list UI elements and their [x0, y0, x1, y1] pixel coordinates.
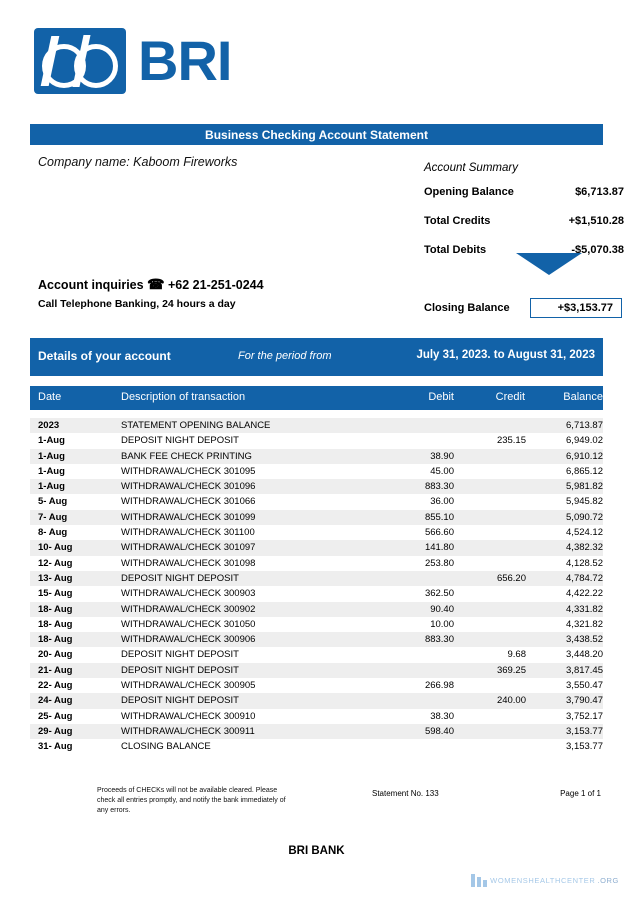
- column-header-balance: Balance: [563, 391, 603, 403]
- cell-credit: 235.15: [496, 435, 526, 447]
- cell-balance: 6,865.12: [566, 465, 603, 477]
- account-inquiries-phone: +62 21-251-0244: [168, 278, 264, 292]
- cell-balance: 3,550.47: [566, 680, 603, 692]
- table-row: [30, 678, 603, 693]
- cell-date: 7- Aug: [38, 511, 68, 523]
- cell-description: WITHDRAWAL/CHECK 301099: [121, 511, 256, 523]
- table-row: [30, 586, 603, 601]
- bri-logo-mark: [34, 28, 126, 94]
- cell-date: 21- Aug: [38, 664, 73, 676]
- cell-description: CLOSING BALANCE: [121, 741, 211, 753]
- cell-balance: 3,448.20: [566, 649, 603, 661]
- cell-description: DEPOSIT NIGHT DEPOSIT: [121, 695, 239, 707]
- cell-balance: 6,910.12: [566, 450, 603, 462]
- cell-description: DEPOSIT NIGHT DEPOSIT: [121, 435, 239, 447]
- telephone-banking-note: Call Telephone Banking, 24 hours a day: [38, 298, 236, 310]
- cell-balance: 4,784.72: [566, 572, 603, 584]
- cell-date: 10- Aug: [38, 542, 73, 554]
- cell-balance: 4,524.12: [566, 527, 603, 539]
- cell-description: WITHDRAWAL/CHECK 300905: [121, 680, 256, 692]
- bri-logo-text: BRI: [138, 29, 232, 92]
- account-inquiries: [38, 276, 264, 293]
- summary-label: Total Credits: [424, 215, 491, 227]
- watermark-logo-icon: [471, 874, 487, 887]
- table-row: [30, 632, 603, 647]
- cell-debit: 883.30: [424, 481, 454, 493]
- cell-description: WITHDRAWAL/CHECK 301100: [121, 527, 255, 539]
- cell-date: 1-Aug: [38, 465, 65, 477]
- details-header-band: [30, 338, 603, 376]
- transactions-column-headers: [30, 386, 603, 410]
- cell-description: WITHDRAWAL/CHECK 300903: [121, 588, 256, 600]
- cell-description: BANK FEE CHECK PRINTING: [121, 450, 252, 462]
- cell-date: 1-Aug: [38, 481, 65, 493]
- bri-logo: [34, 28, 231, 94]
- cell-debit: 38.30: [430, 710, 454, 722]
- cell-balance: 3,438.52: [566, 634, 603, 646]
- cell-debit: 45.00: [430, 465, 454, 477]
- transactions-table: [30, 418, 603, 755]
- table-row: [30, 663, 603, 678]
- summary-label: Opening Balance: [424, 186, 514, 198]
- cell-date: 5- Aug: [38, 496, 68, 508]
- table-row: [30, 556, 603, 571]
- cell-balance: 3,790.47: [566, 695, 603, 707]
- table-row: [30, 540, 603, 555]
- table-row: [30, 724, 603, 739]
- table-row: [30, 418, 603, 433]
- cell-description: WITHDRAWAL/CHECK 300910: [121, 710, 256, 722]
- cell-credit: 656.20: [496, 572, 526, 584]
- cell-description: WITHDRAWAL/CHECK 301095: [121, 465, 256, 477]
- cell-balance: 3,153.77: [566, 741, 603, 753]
- account-summary-title: Account Summary: [424, 162, 518, 174]
- closing-balance-value: +$3,153.77: [530, 298, 622, 318]
- cell-balance: 4,128.52: [566, 557, 603, 569]
- cell-balance: 4,321.82: [566, 618, 603, 630]
- cell-description: WITHDRAWAL/CHECK 300911: [121, 725, 255, 737]
- cell-balance: 6,713.87: [566, 420, 603, 431]
- table-row: [30, 479, 603, 494]
- table-row: [30, 494, 603, 509]
- cell-balance: 5,945.82: [566, 496, 603, 508]
- cell-balance: 3,817.45: [566, 664, 603, 676]
- summary-value: -$5,070.38: [571, 244, 624, 256]
- table-row: [30, 709, 603, 724]
- footer-disclaimer: Proceeds of CHECKs will not be available cleared. Please check all entries promptly, and notify the bank immediately of any errors.: [97, 787, 286, 815]
- cell-description: DEPOSIT NIGHT DEPOSIT: [121, 572, 239, 584]
- cell-description: DEPOSIT NIGHT DEPOSIT: [121, 664, 239, 676]
- table-row: [30, 617, 603, 632]
- column-header-description: Description of transaction: [121, 391, 246, 403]
- cell-description: WITHDRAWAL/CHECK 301066: [121, 496, 256, 508]
- cell-debit: 90.40: [430, 603, 454, 615]
- cell-date: 2023: [38, 420, 60, 431]
- cell-date: 18- Aug: [38, 618, 73, 630]
- cell-description: WITHDRAWAL/CHECK 301096: [121, 481, 256, 493]
- cell-credit: 9.68: [507, 649, 526, 661]
- cell-date: 31- Aug: [38, 741, 73, 753]
- cell-debit: 36.00: [430, 496, 454, 508]
- cell-debit: 266.98: [424, 680, 454, 692]
- column-header-credit: Credit: [495, 391, 525, 403]
- cell-date: 15- Aug: [38, 588, 73, 600]
- cell-balance: 4,382.32: [566, 542, 603, 554]
- statement-title: Business Checking Account Statement: [205, 127, 428, 142]
- page-number: Page 1 of 1: [560, 789, 601, 798]
- cell-debit: 362.50: [424, 588, 454, 600]
- cell-date: 29- Aug: [38, 725, 73, 737]
- cell-date: 20- Aug: [38, 649, 73, 661]
- table-row: [30, 602, 603, 617]
- account-inquiries-label: Account inquiries: [38, 278, 144, 292]
- table-row: [30, 647, 603, 662]
- cell-balance: 3,153.77: [566, 725, 603, 737]
- cell-balance: 6,949.02: [566, 435, 603, 447]
- watermark-suffix: .ORG: [597, 876, 619, 885]
- watermark-text: WOMENSHEALTHCENTER: [490, 876, 596, 885]
- bank-name: BRI BANK: [288, 845, 345, 857]
- cell-debit: 883.30: [424, 634, 454, 646]
- cell-debit: 141.80: [424, 542, 454, 554]
- cell-description: STATEMENT OPENING BALANCE: [121, 420, 271, 431]
- cell-debit: 598.40: [424, 725, 454, 737]
- cell-date: 18- Aug: [38, 634, 73, 646]
- summary-value: $6,713.87: [575, 186, 624, 198]
- details-period-label: For the period from: [238, 350, 332, 362]
- cell-debit: 566.60: [424, 527, 454, 539]
- column-header-debit: Debit: [428, 391, 454, 403]
- summary-value: +$1,510.28: [568, 215, 624, 227]
- table-row: [30, 693, 603, 708]
- company-name: Company name: Kaboom Fireworks: [38, 155, 238, 169]
- table-row: [30, 571, 603, 586]
- down-arrow-icon: [516, 253, 582, 275]
- cell-balance: 3,752.17: [566, 710, 603, 722]
- cell-description: WITHDRAWAL/CHECK 301050: [121, 618, 256, 630]
- cell-date: 13- Aug: [38, 572, 73, 584]
- cell-debit: 253.80: [424, 557, 454, 569]
- summary-row-total-credits: [424, 215, 624, 227]
- cell-date: 1-Aug: [38, 450, 65, 462]
- column-header-date: Date: [38, 391, 62, 403]
- cell-date: 8- Aug: [38, 527, 68, 539]
- table-row: [30, 510, 603, 525]
- cell-credit: 240.00: [496, 695, 526, 707]
- table-row: [30, 449, 603, 464]
- table-row: [30, 525, 603, 540]
- table-row: [30, 464, 603, 479]
- cell-description: WITHDRAWAL/CHECK 301098: [121, 557, 256, 569]
- telephone-icon: ☎: [147, 276, 165, 292]
- closing-balance-label: Closing Balance: [424, 302, 510, 314]
- cell-description: WITHDRAWAL/CHECK 300906: [121, 634, 256, 646]
- statement-number: Statement No. 133: [372, 789, 439, 798]
- cell-balance: 4,422.22: [566, 588, 603, 600]
- cell-description: WITHDRAWAL/CHECK 301097: [121, 542, 256, 554]
- table-row: [30, 433, 603, 448]
- closing-balance-row: [424, 298, 622, 318]
- summary-row-opening-balance: [424, 186, 624, 198]
- cell-date: 1-Aug: [38, 435, 65, 447]
- cell-debit: 10.00: [430, 618, 454, 630]
- cell-date: 12- Aug: [38, 557, 73, 569]
- cell-balance: 4,331.82: [566, 603, 603, 615]
- statement-title-bar: [30, 124, 603, 145]
- summary-label: Total Debits: [424, 244, 487, 256]
- cell-balance: 5,090.72: [566, 511, 603, 523]
- cell-description: DEPOSIT NIGHT DEPOSIT: [121, 649, 239, 661]
- cell-balance: 5,981.82: [566, 481, 603, 493]
- details-title: Details of your account: [38, 349, 171, 363]
- details-period-range: July 31, 2023. to August 31, 2023: [416, 349, 595, 361]
- watermark: [471, 874, 619, 887]
- cell-debit: 855.10: [424, 511, 454, 523]
- cell-date: 18- Aug: [38, 603, 73, 615]
- cell-credit: 369.25: [496, 664, 526, 676]
- cell-date: 22- Aug: [38, 680, 73, 692]
- cell-date: 24- Aug: [38, 695, 73, 707]
- table-row: [30, 739, 603, 754]
- cell-description: WITHDRAWAL/CHECK 300902: [121, 603, 256, 615]
- cell-date: 25- Aug: [38, 710, 73, 722]
- cell-debit: 38.90: [430, 450, 454, 462]
